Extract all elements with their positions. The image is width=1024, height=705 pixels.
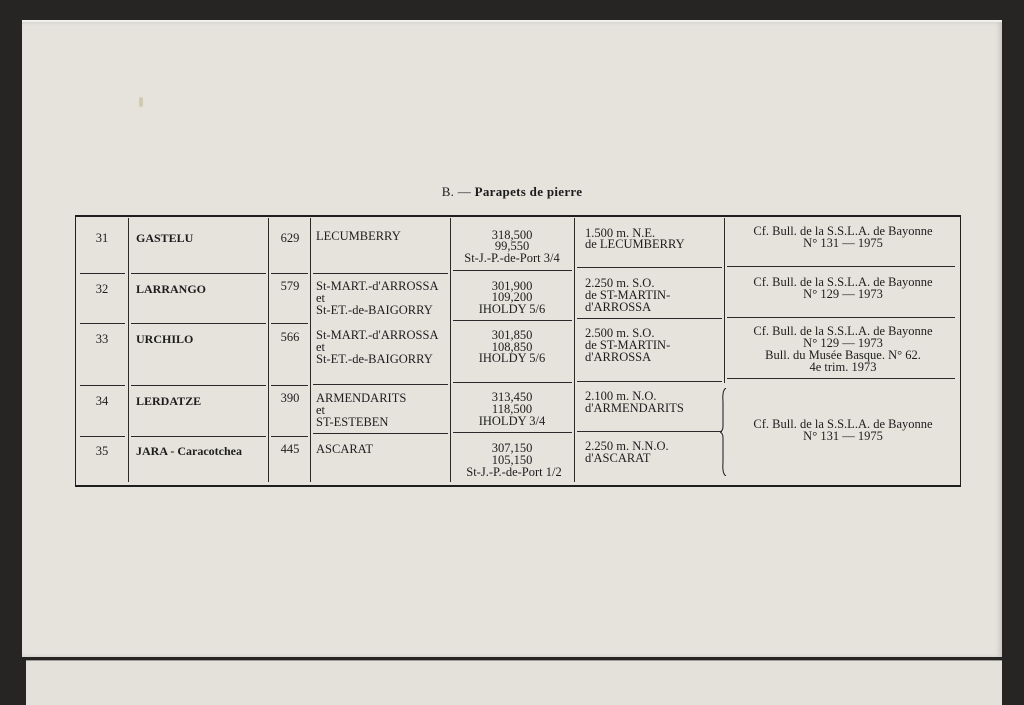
row-rule: [313, 384, 448, 385]
coord-y: 108,850: [491, 340, 533, 354]
row-rule: [80, 385, 125, 386]
location: de LECUMBERRY: [585, 237, 685, 251]
column-rule: [128, 218, 129, 482]
location: d'ASCARAT: [585, 451, 651, 465]
map-sheet: IHOLDY 3/4: [478, 414, 546, 428]
commune: ST-ESTEBEN: [316, 415, 389, 429]
location: 2.500 m. S.O.: [585, 326, 655, 340]
location: d'ARROSSA: [585, 350, 652, 364]
coord-y: 109,200: [491, 290, 533, 304]
row-rule: [313, 273, 448, 274]
map-sheet: St-J.-P.-de-Port 1/2: [466, 465, 562, 479]
location: 1.500 m. N.E.: [585, 226, 656, 240]
row-rule: [271, 323, 308, 324]
altitude: 579: [280, 279, 300, 293]
commune: LECUMBERRY: [316, 229, 401, 243]
row-rule: [453, 270, 572, 271]
altitude: 445: [280, 442, 300, 456]
coord-x: 301,900: [491, 279, 533, 293]
reference: 4e trim. 1973: [809, 360, 877, 374]
column-rule: [268, 218, 269, 482]
row-rule: [271, 273, 308, 274]
column-rule: [310, 218, 311, 482]
commune: ARMENDARITS: [316, 391, 407, 405]
row-rule: [80, 323, 125, 324]
row-rule: [131, 436, 266, 437]
commune: St-MART.-d'ARROSSA: [316, 328, 439, 342]
row-rule: [577, 381, 722, 382]
altitude: 629: [280, 231, 300, 245]
section-caption: [0, 184, 1024, 200]
row-rule: [453, 432, 572, 433]
section-title: Parapets de pierre: [474, 184, 583, 199]
row-number: 32: [95, 282, 109, 296]
next-page-edge: [26, 660, 1002, 705]
commune: et: [316, 403, 326, 417]
row-rule: [453, 320, 572, 321]
shared-reference: N° 131 — 1975: [803, 429, 883, 443]
curly-brace-icon: [720, 388, 728, 476]
reference: N° 129 — 1973: [803, 336, 883, 350]
commune: ASCARAT: [316, 442, 373, 456]
row-rule: [577, 318, 722, 319]
site-name: LERDATZE: [136, 394, 202, 408]
commune: et: [316, 340, 326, 354]
row-rule: [131, 323, 266, 324]
row-rule: [80, 273, 125, 274]
location: d'ARROSSA: [585, 300, 652, 314]
row-rule: [577, 267, 722, 268]
location: 2.250 m. N.N.O.: [585, 439, 669, 453]
row-number: 33: [95, 332, 109, 346]
commune: et: [316, 291, 326, 305]
reference: Cf. Bull. de la S.S.L.A. de Bayonne: [753, 275, 933, 289]
row-rule: [80, 436, 125, 437]
coord-x: 313,450: [491, 390, 533, 404]
altitude: 390: [280, 391, 300, 405]
site-name: GASTELU: [136, 231, 194, 245]
coord-x: 307,150: [491, 441, 533, 455]
row-rule: [131, 273, 266, 274]
altitude: 566: [280, 330, 300, 344]
row-number: 35: [95, 444, 109, 458]
reference: Cf. Bull. de la S.S.L.A. de Bayonne: [753, 224, 933, 238]
column-rule: [574, 218, 575, 482]
row-number: 34: [95, 394, 109, 408]
row-rule: [131, 385, 266, 386]
reference: Cf. Bull. de la S.S.L.A. de Bayonne: [753, 324, 933, 338]
row-number: 31: [95, 231, 109, 245]
coord-y: 105,150: [491, 453, 533, 467]
row-rule: [271, 385, 308, 386]
row-rule: [271, 436, 308, 437]
location: 2.100 m. N.O.: [585, 389, 657, 403]
column-rule: [724, 218, 725, 383]
reference: N° 129 — 1973: [803, 287, 883, 301]
map-sheet: St-J.-P.-de-Port 3/4: [464, 251, 560, 265]
location: de ST-MARTIN-: [585, 288, 671, 302]
coord-y: 99,550: [494, 239, 530, 253]
commune: St-ET.-de-BAIGORRY: [316, 352, 433, 366]
row-rule: [453, 382, 572, 383]
row-rule: [577, 431, 722, 432]
row-rule: [727, 378, 955, 379]
row-rule: [727, 266, 955, 267]
row-rule: [727, 317, 955, 318]
column-rule: [450, 218, 451, 482]
map-sheet: IHOLDY 5/6: [478, 302, 546, 316]
site-name: LARRANGO: [136, 282, 207, 296]
row-rule: [313, 433, 448, 434]
reference: Bull. du Musée Basque. N° 62.: [765, 348, 921, 362]
coord-x: 301,850: [491, 328, 533, 342]
location: d'ARMENDARITS: [585, 401, 684, 415]
site-name: URCHILO: [136, 332, 194, 346]
location: 2.250 m. S.O.: [585, 276, 655, 290]
coord-x: 318,500: [491, 228, 533, 242]
commune: St-MART.-d'ARROSSA: [316, 279, 439, 293]
shared-reference: Cf. Bull. de la S.S.L.A. de Bayonne: [753, 417, 933, 431]
paper-stain: [139, 97, 143, 107]
commune: St-ET.-de-BAIGORRY: [316, 303, 433, 317]
site-name: JARA - Caracotchea: [136, 444, 242, 458]
map-sheet: IHOLDY 5/6: [478, 351, 546, 365]
location: de ST-MARTIN-: [585, 338, 671, 352]
coord-y: 118,500: [491, 402, 533, 416]
section-letter: B. —: [441, 184, 472, 199]
reference: N° 131 — 1975: [803, 236, 883, 250]
